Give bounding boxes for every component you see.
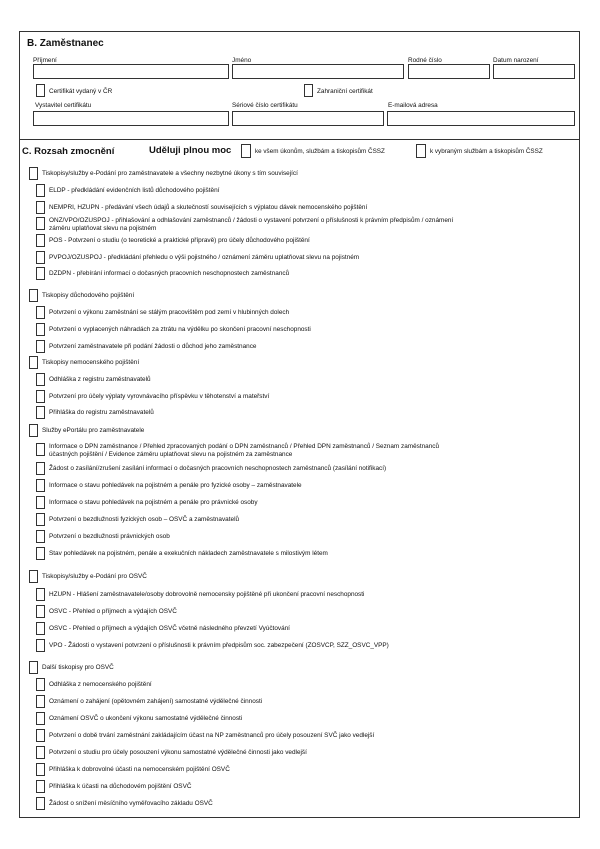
scope-label (49, 749, 307, 757)
scope-checkbox[interactable] (36, 406, 45, 419)
scope-checkbox[interactable] (36, 712, 45, 725)
scope-checkbox[interactable] (36, 373, 45, 386)
scope-label-line: Tiskopisy/služby e-Podání pro OSVČ (42, 573, 147, 580)
scope-checkbox[interactable] (36, 201, 45, 214)
datum-narozeni-field[interactable] (493, 64, 575, 79)
scope-label-line: ELDP - předkládání evidenčních listů důchodového pojištění (49, 187, 220, 194)
scope-label-line: Potvrzení pro účely výplaty vyrovnávacího příspěvku v těhotenství a mateřství (49, 393, 270, 400)
scope-label-line: Přihláška k účasti na důchodovém pojištění OSVČ (49, 783, 192, 790)
label-datum-narozeni: Datum narození (493, 57, 539, 64)
scope-checkbox[interactable] (36, 547, 45, 560)
cert-cz-label: Certifikát vydaný v ČR (49, 88, 113, 95)
scope-checkbox[interactable] (29, 570, 38, 583)
scope-label-line: Potvrzení o vyplacených náhradách za ztrátu na výdělku po skončení pracovní neschopnosti (49, 326, 311, 333)
scope-label (49, 393, 269, 401)
scope-label (49, 591, 364, 599)
scope-label-line: Potvrzení o výkonu zaměstnání se stálým pracovištěm pod zemí v hlubinných dolech (49, 309, 290, 316)
scope-label-line: ONZ/VPO/OZUSPOJ - přihlašování a odhlašování zaměstnanců / žádosti o vystavení potvrzení o příslušnosti k právním předpisům / oznámení (49, 217, 454, 224)
scope-label (49, 376, 151, 384)
section-c-title: C. Rozsah zmocnění (22, 146, 115, 157)
option-all-checkbox[interactable] (241, 144, 251, 158)
scope-checkbox[interactable] (36, 462, 45, 475)
scope-label (42, 359, 139, 367)
scope-label (42, 664, 114, 672)
cert-cz-checkbox[interactable] (36, 84, 45, 97)
jmeno-field[interactable] (232, 64, 404, 79)
scope-checkbox[interactable] (36, 390, 45, 403)
scope-label (49, 443, 439, 458)
rodne-cislo-field[interactable] (408, 64, 490, 79)
scope-label-line: účastných pojištění / Evidence záměru uplatňovat slevu na pojistném za zaměstnance (49, 450, 293, 458)
grant-label: Uděluji plnou moc (149, 145, 232, 156)
scope-label-line: OSVC - Přehled o příjmech a výdajích OSVČ včetně následného převzetí Vyúčtování (49, 625, 290, 632)
scope-label-line: PVPOJ/OZUSPOJ - předkládání přehledu o výši pojistného / oznámení záměru uplatňovat slevu na pojistném (49, 254, 360, 261)
scope-checkbox[interactable] (29, 661, 38, 674)
scope-checkbox[interactable] (36, 479, 45, 492)
option-selected-checkbox[interactable] (416, 144, 426, 158)
scope-label-line: Informace o DPN zaměstnance / Přehled zpracovaných podání o DPN zaměstnanců / Přehled DPN zaměstnanců / Seznam zaměstnanců (49, 443, 440, 450)
scope-label-line: Žádost o zasílání/zrušení zasílání informací o dočasných pracovních neschopnostech zaměstnanců (zasílání notifikací) (49, 465, 387, 472)
scope-checkbox[interactable] (36, 678, 45, 691)
scope-label (49, 499, 258, 507)
scope-label (49, 642, 389, 650)
scope-label-line: HZUPN - Hlášení zaměstnavatele/osoby dobrovolně nemocensky pojištěné při ukončení pracovní neschopnosti (49, 591, 365, 598)
scope-label-line: Potvrzení o studiu pro účely posouzení výkonu samostatné výdělečné činnosti jako vedlejší (49, 749, 307, 756)
scope-checkbox[interactable] (36, 530, 45, 543)
scope-label-line: Tiskopisy nemocenského pojištění (42, 359, 140, 366)
scope-checkbox[interactable] (36, 797, 45, 810)
scope-checkbox[interactable] (36, 588, 45, 601)
scope-label (49, 732, 374, 740)
scope-label-line: Tiskopisy/služby e-Podání pro zaměstnavatele a všechny nezbytné úkony s tím související (42, 170, 298, 177)
scope-label-line: Tiskopisy důchodového pojištění (42, 292, 135, 299)
scope-label-line: Žádost o snížení měsíčního vyměřovacího základu OSVČ (49, 800, 213, 807)
scope-label (49, 681, 152, 689)
scope-label (49, 187, 219, 195)
scope-label-line: Potvrzení o bezdlužnosti fyzických osob – OSVČ a zaměstnavatelů (49, 516, 240, 523)
scope-label-line: Služby ePortálu pro zaměstnavatele (42, 427, 145, 434)
scope-checkbox[interactable] (36, 695, 45, 708)
scope-label-line: Potvrzení o bezdlužnosti právnických osob (49, 533, 170, 540)
scope-checkbox[interactable] (36, 306, 45, 319)
label-rodne-cislo: Rodné číslo (408, 57, 442, 64)
scope-label (49, 783, 191, 791)
scope-label (49, 550, 328, 558)
scope-label-line: Oznámení OSVČ o ukončení výkonu samostatné výdělečné činnosti (49, 715, 243, 722)
scope-label (49, 608, 177, 616)
scope-label (49, 533, 170, 541)
scope-checkbox[interactable] (36, 340, 45, 353)
scope-label (49, 409, 154, 417)
scope-label (42, 292, 134, 300)
scope-label (49, 766, 230, 774)
scope-label (49, 800, 213, 808)
prijmeni-field[interactable] (33, 64, 229, 79)
scope-label-line: Přihláška do registru zaměstnavatelů (49, 409, 154, 416)
vystavitel-field[interactable] (33, 111, 229, 126)
scope-label (49, 715, 242, 723)
scope-label-line: záměru uplatňovat slevu na pojistném (49, 224, 157, 232)
scope-label-line: OSVC - Přehled o příjmech a výdajích OSVČ (49, 608, 177, 615)
label-jmeno: Jméno (232, 57, 252, 64)
scope-checkbox[interactable] (36, 184, 45, 197)
section-b-title: B. Zaměstnanec (27, 38, 104, 49)
scope-checkbox[interactable] (36, 217, 45, 230)
scope-checkbox[interactable] (29, 289, 38, 302)
scope-label (49, 309, 289, 317)
scope-checkbox[interactable] (36, 251, 45, 264)
scope-checkbox[interactable] (36, 746, 45, 759)
scope-label (49, 465, 386, 473)
scope-label (49, 237, 310, 245)
scope-label-line: VPO - Žádosti o vystavení potvrzení o příslušnosti k právním předpisům soc. zabezpečení (ZOSVCP, SZZ_OSVC_VPP) (49, 642, 389, 649)
cert-foreign-label: Zahraniční certifikát (317, 88, 373, 95)
label-email: E-mailová adresa (388, 102, 438, 109)
scope-label-line: Informace o stavu pohledávek na pojistném a penále pro fyzické osoby – zaměstnavatele (49, 482, 302, 489)
scope-label (49, 326, 311, 334)
scope-checkbox[interactable] (36, 639, 45, 652)
scope-checkbox[interactable] (36, 513, 45, 526)
scope-checkbox[interactable] (36, 729, 45, 742)
scope-label (49, 625, 290, 633)
scope-label (49, 217, 453, 232)
option-all-label: ke všem úkonům, službám a tiskopisům ČSSZ (255, 148, 385, 155)
scope-label (42, 427, 144, 435)
scope-label-line: Oznámení o zahájení (opětovném zahájení) samostatné výdělečné činnosti (49, 698, 263, 705)
label-prijmeni: Příjmení (33, 57, 57, 64)
scope-checkbox[interactable] (36, 622, 45, 635)
scope-label (42, 573, 147, 581)
scope-checkbox[interactable] (36, 496, 45, 509)
section-separator (19, 139, 580, 140)
scope-label-line: Potvrzení zaměstnavatele při podání žádosti o důchod jeho zaměstnance (49, 343, 257, 350)
scope-label-line: Další tiskopisy pro OSVČ (42, 664, 114, 671)
scope-checkbox[interactable] (36, 605, 45, 618)
scope-label-line: NEMPRI, HZUPN - předávání všech údajů a skutečností souvisejících s výplatou dávek nemocenského pojištění (49, 204, 368, 211)
scope-checkbox[interactable] (36, 780, 45, 793)
seriove-cislo-field[interactable] (232, 111, 384, 126)
option-selected-label: k vybraným službám a tiskopisům ČSSZ (430, 148, 543, 155)
scope-checkbox[interactable] (36, 267, 45, 280)
scope-label (49, 254, 359, 262)
scope-checkbox[interactable] (36, 763, 45, 776)
scope-label (49, 482, 302, 490)
scope-label-line: Potvrzení o době trvání zaměstnání zakládajícím účast na NP zaměstnanců pro účely posouzení SVČ jako vedlejší (49, 732, 375, 739)
email-field[interactable] (387, 111, 575, 126)
scope-checkbox[interactable] (36, 443, 45, 456)
scope-label (49, 516, 239, 524)
scope-label (49, 204, 367, 212)
scope-checkbox[interactable] (36, 234, 45, 247)
scope-label-line: POS - Potvrzení o studiu (o teoretické a praktické přípravě) pro účely důchodového pojištění (49, 237, 310, 244)
scope-label (49, 270, 289, 278)
scope-label (49, 698, 262, 706)
scope-checkbox[interactable] (29, 167, 38, 180)
scope-checkbox[interactable] (29, 356, 38, 369)
label-vystavitel: Vystavitel certifikátu (35, 102, 92, 109)
scope-label (49, 343, 256, 351)
cert-foreign-checkbox[interactable] (304, 84, 313, 97)
scope-label-line: DZDPN - přebírání informací o dočasných pracovních neschopnostech zaměstnanců (49, 270, 290, 277)
scope-label-line: Odhláška z nemocenského pojištění (49, 681, 152, 688)
label-seriove-cislo: Sériové číslo certifikátu (232, 102, 298, 109)
scope-label-line: Odhláška z registru zaměstnavatelů (49, 376, 151, 383)
scope-checkbox[interactable] (36, 323, 45, 336)
scope-label-line: Přihláška k dobrovolné účasti na nemocenském pojištění OSVČ (49, 766, 230, 773)
scope-checkbox[interactable] (29, 424, 38, 437)
scope-label (42, 170, 298, 178)
scope-label-line: Informace o stavu pohledávek na pojistném a penále pro právnické osoby (49, 499, 258, 506)
scope-label-line: Stav pohledávek na pojistném, penále a exekučních nákladech zaměstnavatele s milostivým létem (49, 550, 328, 557)
